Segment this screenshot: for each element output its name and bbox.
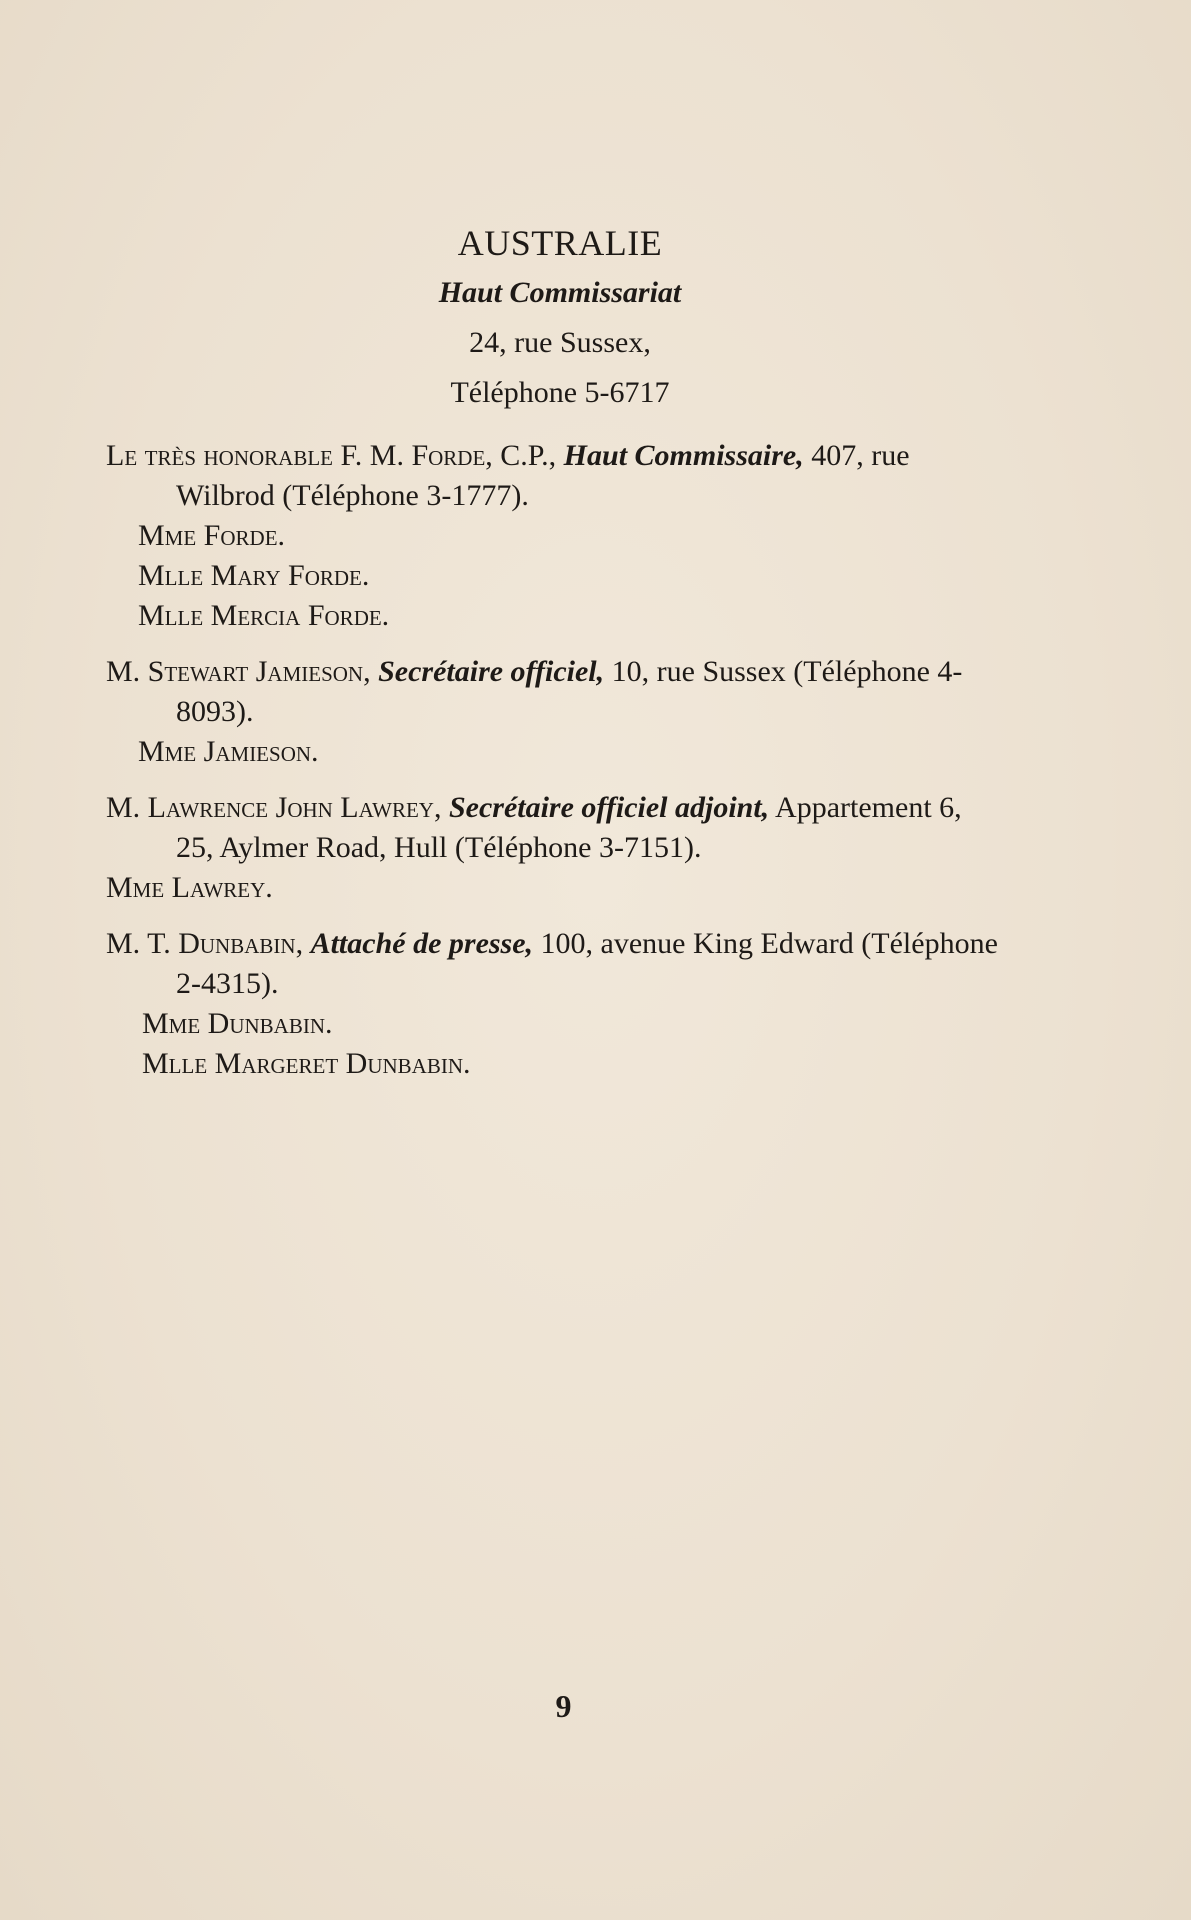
family-member: Mme Lawrey. bbox=[106, 871, 273, 904]
office-phone: Téléphone 5-6717 bbox=[450, 376, 670, 409]
entry-dunbabin bbox=[106, 924, 1006, 1004]
page-header bbox=[0, 218, 1120, 418]
page-number: 9 bbox=[555, 1688, 572, 1724]
entry-detail: 10, rue Sussex (Téléphone 4-8093). bbox=[176, 655, 963, 728]
entry-name: M. Lawrence John Lawrey, bbox=[106, 791, 442, 824]
entry-forde bbox=[106, 436, 1006, 516]
entry-title: Attaché de presse, bbox=[310, 927, 534, 960]
personnel-list bbox=[106, 436, 1006, 1084]
office-address: 24, rue Sussex, bbox=[469, 326, 651, 359]
family-member: Mme Dunbabin. bbox=[142, 1007, 333, 1040]
entry-title: Secrétaire officiel, bbox=[378, 655, 605, 688]
entry-detail: 100, avenue King Edward (Téléphone 2-4315). bbox=[176, 927, 998, 1000]
family-member: Mme Jamieson. bbox=[138, 735, 319, 768]
office-subtitle: Haut Commissariat bbox=[438, 276, 682, 309]
family-member: Mlle Mary Forde. bbox=[138, 559, 370, 592]
family-member: Mlle Mercia Forde. bbox=[138, 599, 390, 632]
entry-name: M. T. Dunbabin, bbox=[106, 927, 304, 960]
entry-detail: Appartement 6, 25, Aylmer Road, Hull (Téléphone 3-7151). bbox=[176, 791, 962, 864]
country-heading: AUSTRALIE bbox=[457, 223, 663, 263]
family-member: Mme Forde. bbox=[138, 519, 286, 552]
entry-title: Secrétaire officiel adjoint, bbox=[448, 791, 770, 824]
entry-lawrey bbox=[106, 788, 1006, 868]
entry-detail: 407, rue Wilbrod (Téléphone 3-1777). bbox=[176, 439, 910, 512]
entry-title: Haut Commissaire, bbox=[563, 439, 804, 472]
family-member: Mlle Margeret Dunbabin. bbox=[142, 1047, 471, 1080]
entry-name: M. Stewart Jamieson, bbox=[106, 655, 371, 688]
entry-jamieson bbox=[106, 652, 1006, 732]
entry-name: Le très honorable F. M. Forde, C.P., bbox=[106, 439, 557, 472]
